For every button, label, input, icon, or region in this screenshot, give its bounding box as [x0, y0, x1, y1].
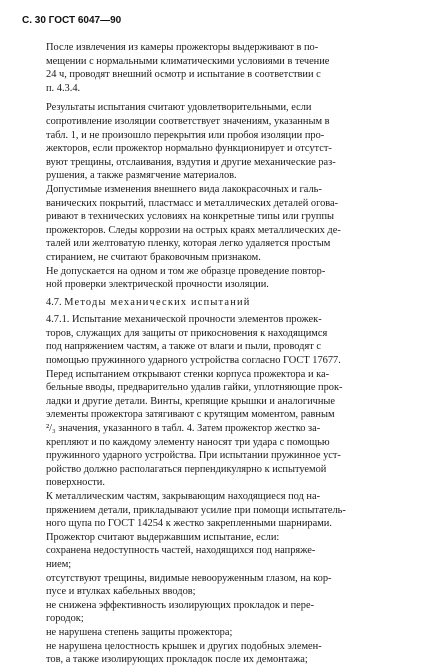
text-line: Перед испытанием открывают стенки корпуса прожектора и ка-	[46, 368, 330, 380]
text-line: сопротивление изоляции соответствует значениям, указанным в	[46, 115, 330, 127]
text-line: помощью пружинного ударного устройства согласно ГОСТ 17677.	[46, 355, 341, 367]
text-line: отсутствуют трещины, видимые невооруженным глазом, на кор-	[46, 572, 332, 584]
text-line: сохранена недоступность частей, находящихся под напряже-	[46, 545, 316, 557]
text-line: ной проверки электрической прочности изоляции.	[46, 279, 269, 291]
text-line: ривают в технических условиях на конкретные типы или группы	[46, 211, 335, 223]
text-line: жекторов, если прожектор нормально функционирует и отсутст-	[46, 143, 332, 155]
text-line: 24 ч, проводят внешний осмотр и испытание в соответствии с	[46, 69, 321, 81]
text-line: Не допускается на одном и том же образце проведение повтор-	[46, 265, 326, 277]
text-line: табл. 1, и не произошло перекрытия или пробоя изоляции про-	[46, 129, 325, 141]
text-line: ванических покрытий, пластмасс и металлических деталей огова-	[46, 197, 339, 209]
text-line: не нарушена степень защиты прожектора;	[46, 626, 233, 638]
section-title: Методы механических испытаний	[64, 296, 251, 308]
text-line: пряжением детали, прикладывают усилие при помощи испытатель-	[46, 504, 346, 516]
conditions-intro	[32, 531, 408, 545]
section-number: 4.7.	[46, 296, 62, 308]
text-line: мещении с нормальными климатическими условиями в течение	[46, 55, 330, 67]
document-body	[32, 41, 408, 667]
text-line: После извлечения из камеры прожекторы выдерживают в по-	[46, 42, 319, 53]
text-line: крепляют и по каждому элементу наносят три удара с помощью	[46, 436, 330, 448]
text-line: городок;	[46, 613, 84, 625]
text-line: рушения, а также размягчение материалов.	[46, 170, 237, 182]
condition-item	[32, 640, 408, 667]
paragraph-metal-parts	[32, 490, 408, 531]
text-line: К металлическим частям, закрывающим находящиеся под на-	[46, 491, 321, 502]
paragraph-after-chamber	[32, 41, 408, 95]
text-line: бельные вводы, предварительно удалив гайки, уплотняющие прок-	[46, 382, 343, 394]
text-line: не снижена эффективность изолирующих прокладок и пере-	[46, 599, 315, 611]
text-line: нием;	[46, 558, 72, 570]
text-line: ²/₃ значения, указанного в табл. 4. Затем прожектор жестко за-	[46, 423, 321, 435]
text-line: Допустимые изменения внешнего вида лакокрасочных и галь-	[46, 183, 322, 195]
clause-4-7-1	[32, 313, 408, 490]
condition-item	[32, 599, 408, 626]
condition-item	[32, 544, 408, 571]
text-line: талей или желтоватую пленку, которая легко удаляется простым	[46, 238, 331, 250]
text-line: стиранием, не считают браковочным признаком.	[46, 251, 261, 263]
text-line: элементы прожектора затягивают с крутящим моментом, равным	[46, 409, 335, 421]
text-line: п. 4.3.4.	[46, 82, 81, 94]
text-line: ного щупа по ГОСТ 14254 к жестко закрепленными шарнирами.	[46, 518, 332, 530]
text-line: ладки и другие детали. Винты, крепящие крышки и аналогичные	[46, 395, 336, 407]
text-line: под напряжением частям, а также от влаги и пыли, проводят с	[46, 341, 321, 353]
text-line: тов, а также изолирующих прокладок после их демонтажа;	[46, 654, 308, 666]
paragraph-results	[32, 101, 408, 183]
text-line: ройство должно располагаться перпендикулярно к испытуемой	[46, 463, 327, 475]
text-line: торов, служащих для защиты от прикосновения к находящимся	[46, 327, 328, 339]
text-line: вуют трещины, отслаивания, вздутия и другие механические раз-	[46, 156, 336, 168]
text-line: пусе и втулках кабельных вводов;	[46, 586, 196, 598]
text-line: не нарушена целостность крышек и других подобных элемен-	[46, 640, 322, 652]
page-header: С. 30 ГОСТ 6047—90	[22, 15, 122, 26]
condition-item	[32, 572, 408, 599]
condition-item	[32, 626, 408, 640]
section-heading	[32, 296, 408, 310]
text-line: 4.7.1. Испытание механической прочности элементов прожек-	[46, 314, 322, 326]
paragraph-allowed-changes	[32, 183, 408, 265]
text-line: пружинного ударного устройства. При испытании пружинное уст-	[46, 450, 341, 462]
paragraph-no-repeat	[32, 265, 408, 292]
text-line: поверхности.	[46, 477, 105, 489]
text-line: Прожектор считают выдержавшим испытание, если:	[46, 531, 280, 543]
text-line: Результаты испытания считают удовлетворительными, если	[46, 102, 312, 114]
text-line: прожекторов. Следы коррозии на острых краях металлических де-	[46, 224, 341, 236]
